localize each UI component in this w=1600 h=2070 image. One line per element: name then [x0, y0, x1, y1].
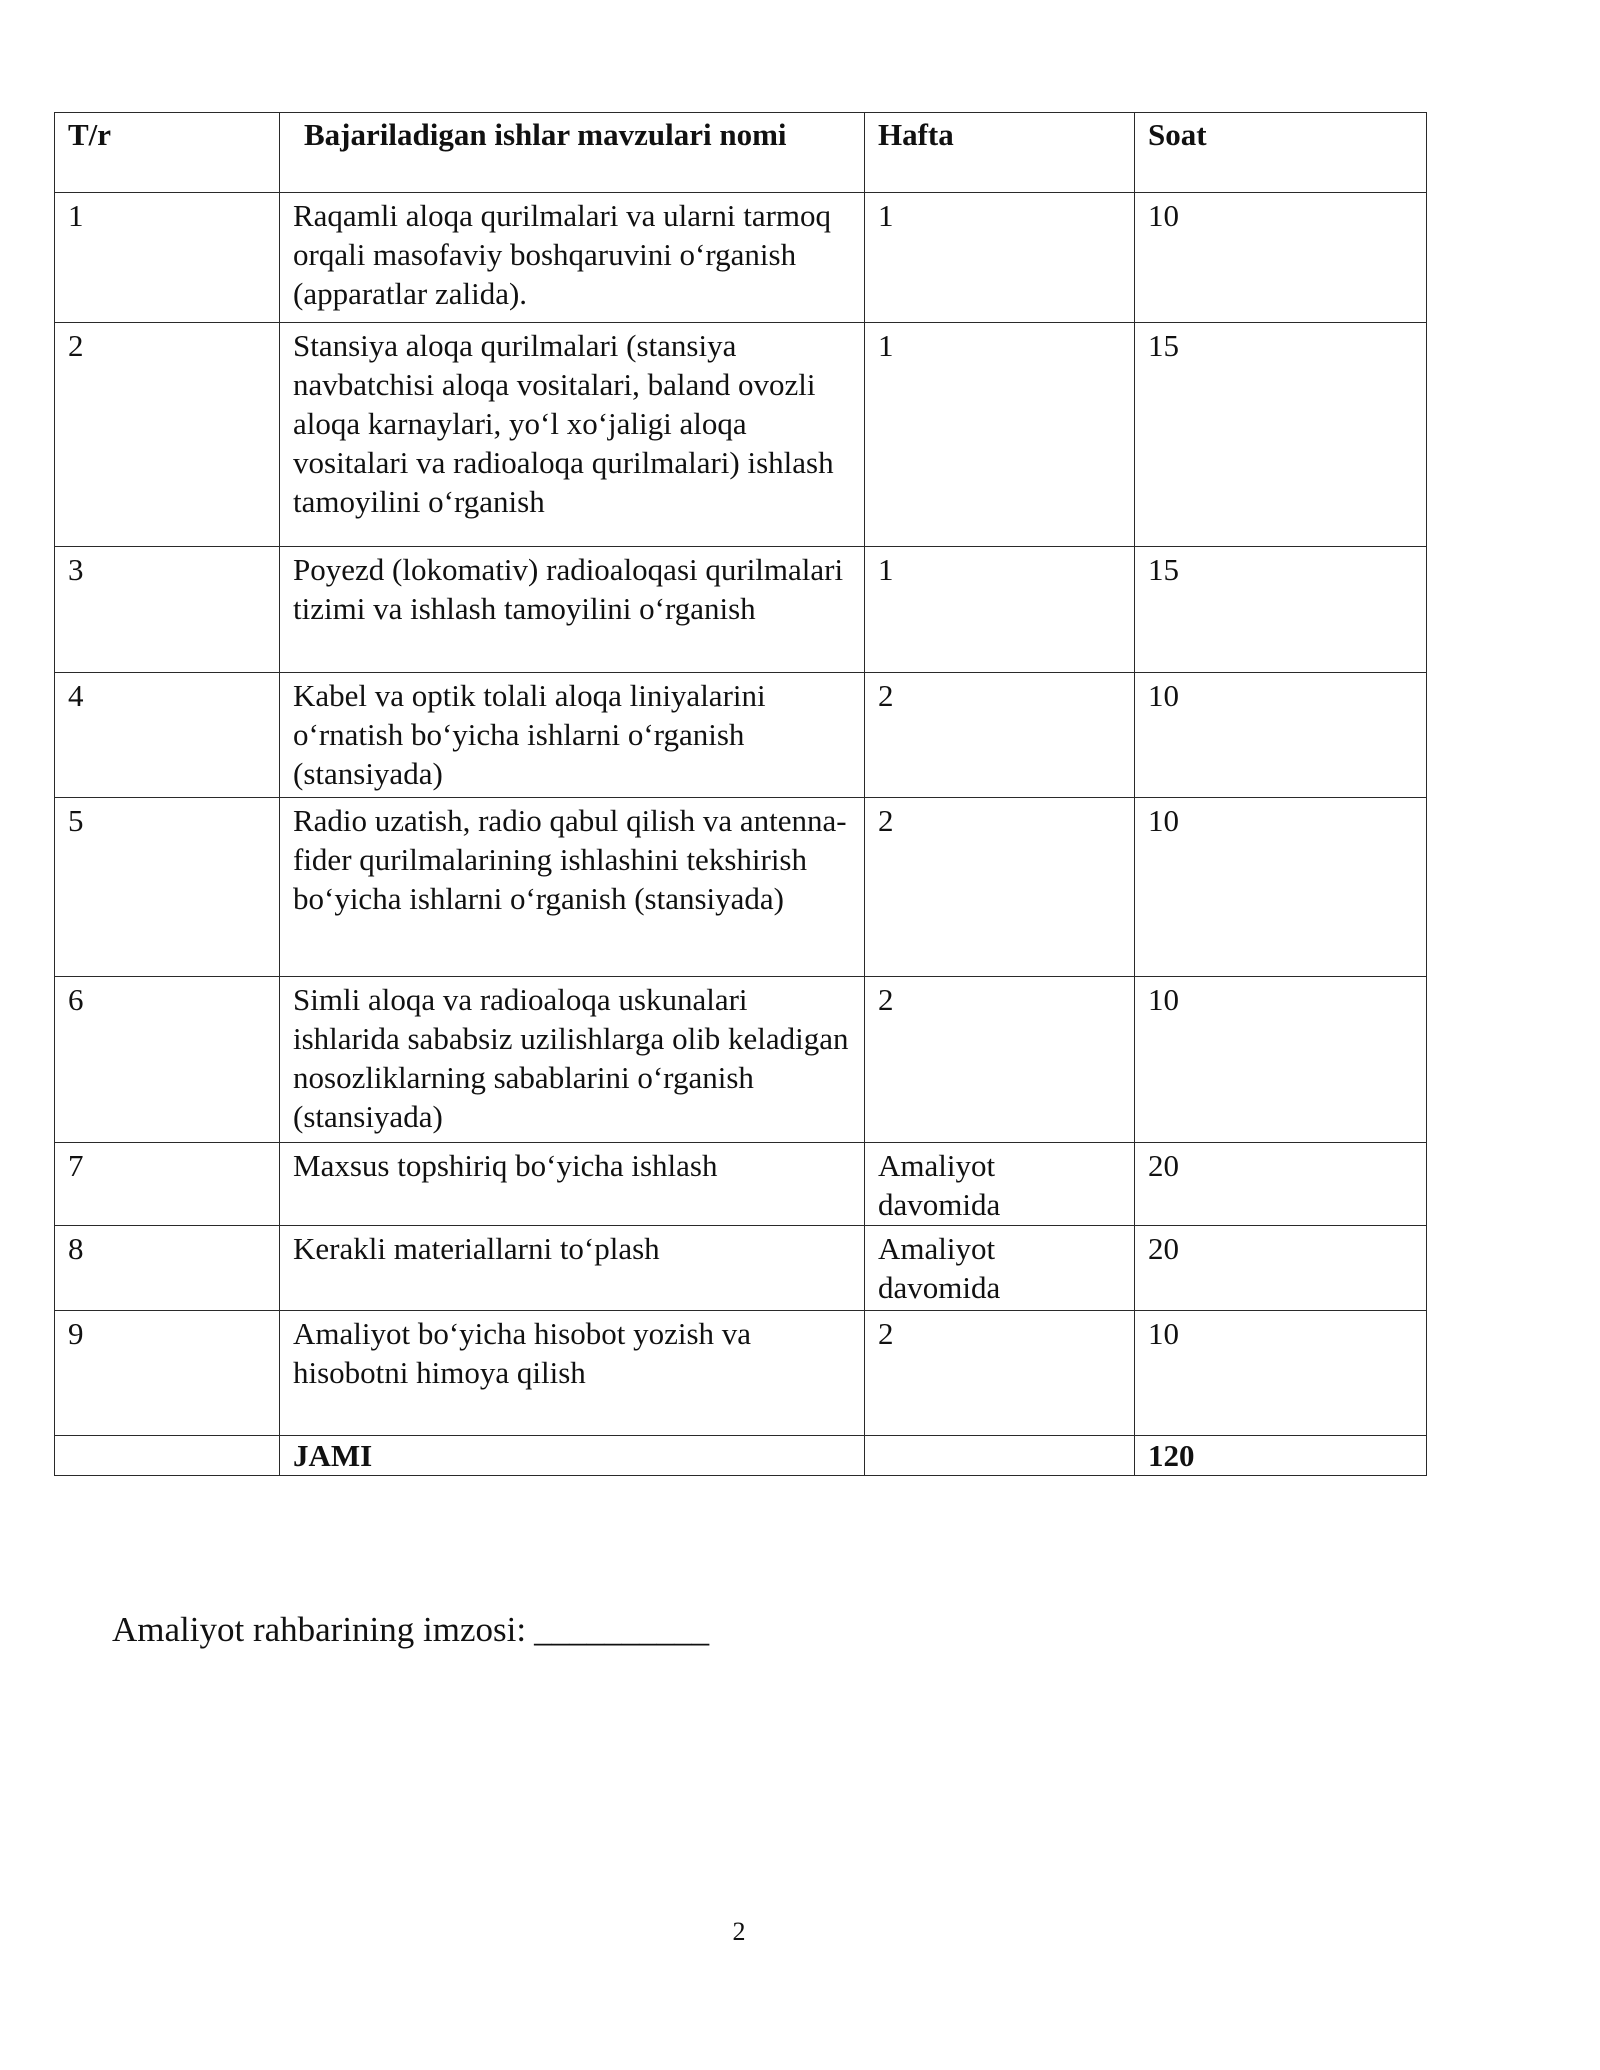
total-number-cell	[55, 1436, 280, 1476]
total-label: JAMI	[280, 1436, 865, 1476]
row-week: 2	[865, 977, 1135, 1143]
total-week-cell	[865, 1436, 1135, 1476]
row-number: 2	[55, 323, 280, 547]
row-number: 7	[55, 1143, 280, 1226]
row-week: 1	[865, 193, 1135, 323]
row-number: 1	[55, 193, 280, 323]
row-number: 3	[55, 547, 280, 673]
row-title: Kabel va optik tolali aloqa liniyalarini o‘rnatish bo‘yicha ishlarni o‘rganish (stansiyada)	[280, 673, 865, 798]
signature-block	[112, 1608, 709, 1652]
table-row	[55, 1226, 1427, 1311]
work-plan-table	[54, 112, 1427, 1476]
row-week: Amaliyot davomida	[865, 1143, 1135, 1226]
signature-label: Amaliyot rahbarining imzosi:	[112, 1610, 527, 1649]
row-week: 1	[865, 547, 1135, 673]
header-number: T/r	[55, 113, 280, 193]
row-number: 6	[55, 977, 280, 1143]
signature-line: __________	[534, 1610, 710, 1649]
table-row	[55, 977, 1427, 1143]
row-hours: 10	[1135, 193, 1427, 323]
table-row	[55, 798, 1427, 977]
table-row	[55, 1311, 1427, 1436]
header-title: Bajariladigan ishlar mavzulari nomi	[280, 113, 865, 193]
page-number: 2	[732, 1917, 746, 1946]
table-row	[55, 673, 1427, 798]
row-week: 1	[865, 323, 1135, 547]
total-hours: 120	[1135, 1436, 1427, 1476]
row-hours: 10	[1135, 1311, 1427, 1436]
row-hours: 10	[1135, 673, 1427, 798]
row-title: Stansiya aloqa qurilmalari (stansiya navbatchisi aloqa vositalari, baland ovozli aloqa karnaylari, yo‘l xo‘jaligi aloqa vositalari va radioaloqa qurilmalari) ishlash tamoyilini o‘rganish	[280, 323, 865, 547]
row-hours: 10	[1135, 798, 1427, 977]
row-week: 2	[865, 1311, 1135, 1436]
table-row	[55, 193, 1427, 323]
row-title: Radio uzatish, radio qabul qilish va antenna-fider qurilmalarining ishlashini tekshirish bo‘yicha ishlarni o‘rganish (stansiyada)	[280, 798, 865, 977]
header-week: Hafta	[865, 113, 1135, 193]
row-week: Amaliyot davomida	[865, 1226, 1135, 1311]
row-hours: 15	[1135, 547, 1427, 673]
row-number: 5	[55, 798, 280, 977]
total-row	[55, 1436, 1427, 1476]
row-number: 4	[55, 673, 280, 798]
table-row	[55, 547, 1427, 673]
row-title: Amaliyot bo‘yicha hisobot yozish va hisobotni himoya qilish	[280, 1311, 865, 1436]
row-number: 8	[55, 1226, 280, 1311]
row-title: Maxsus topshiriq bo‘yicha ishlash	[280, 1143, 865, 1226]
row-week: 2	[865, 798, 1135, 977]
table-header-row	[55, 113, 1427, 193]
row-hours: 15	[1135, 323, 1427, 547]
row-title: Poyezd (lokomativ) radioaloqasi qurilmalari tizimi va ishlash tamoyilini o‘rganish	[280, 547, 865, 673]
row-title: Raqamli aloqa qurilmalari va ularni tarmoq orqali masofaviy boshqaruvini o‘rganish (apparatlar zalida).	[280, 193, 865, 323]
header-hours: Soat	[1135, 113, 1427, 193]
table-row	[55, 323, 1427, 547]
row-number: 9	[55, 1311, 280, 1436]
row-week: 2	[865, 673, 1135, 798]
row-hours: 20	[1135, 1226, 1427, 1311]
row-hours: 10	[1135, 977, 1427, 1143]
table-row	[55, 1143, 1427, 1226]
row-hours: 20	[1135, 1143, 1427, 1226]
row-title: Simli aloqa va radioaloqa uskunalari ishlarida sababsiz uzilishlarga olib keladigan nosozliklarning sabablarini o‘rganish (stansiyada)	[280, 977, 865, 1143]
row-title: Kerakli materiallarni to‘plash	[280, 1226, 865, 1311]
